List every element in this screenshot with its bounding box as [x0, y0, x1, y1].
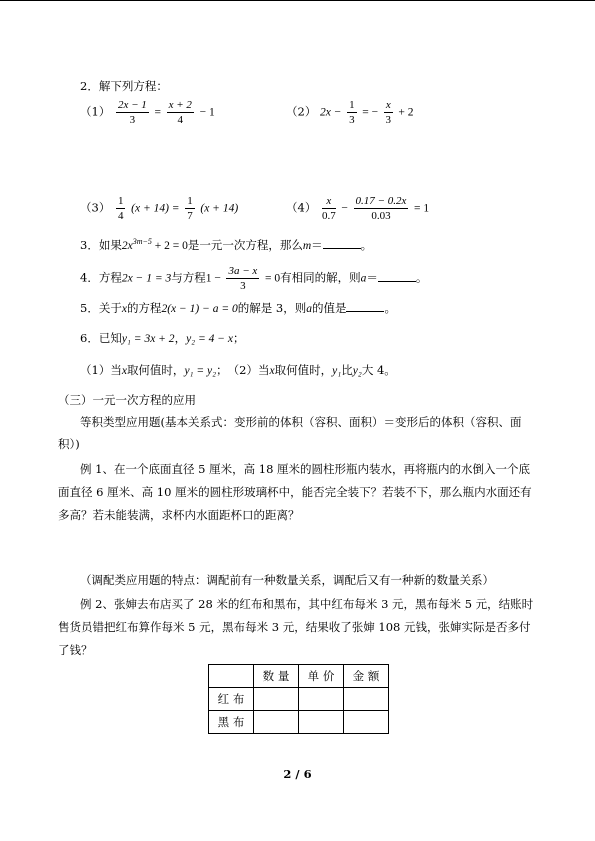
section-heading: （三）一元一次方程的应用 — [58, 393, 196, 407]
q2-eq4: （4） $\frac{x}{0.7}$ − $\frac{0.17 - 0.2x}{0.03}$ = 1 — [286, 195, 430, 222]
example2-line1: 例 2、张婶去布店买了 28 米的红布和黑布，其中红布每米 3 元，黑布每米 5 元，结账时 — [80, 597, 534, 611]
q2-eq2: （2） 2x − $\frac{1}{3}$ = − $\frac{x}{3}$ + 2 — [286, 99, 414, 126]
q5: 5．关于x的方程2(x − 1) − a = 0的解是 3，则a的值是 。 — [80, 301, 396, 315]
q6-subquestions: （1）当x取何值时，y₁ = y₂； （2）当x取何值时，y₁比y₂大 4。 — [80, 363, 396, 377]
cloth-table — [208, 664, 389, 734]
table-header-cell — [209, 665, 254, 688]
page-number: 2 / 6 — [283, 767, 312, 781]
table-cell[interactable] — [344, 711, 389, 734]
mix-problem-note: （调配类应用题的特点：调配前有一种数量关系，调配后又有一种新的数量关系） — [80, 573, 494, 587]
table-cell[interactable] — [254, 688, 299, 711]
top-rule — [0, 0, 595, 1]
volume-rule-line1: 等积类型应用题(基本关系式：变形前的体积（容积、面积）＝变形后的体积（容积、面 — [80, 415, 522, 429]
q4: 4．方程2x − 1 = 3与方程1 − $\frac{3a - x}{3}$ = 0有相同的解，则a＝ 。 — [80, 265, 428, 292]
example1-line1: 例 1、在一个底面直径 5 厘米，高 18 厘米的圆柱形瓶内装水，再将瓶内的水倒入一个底 — [80, 462, 531, 476]
q2-eq1: （1） $\frac{2x - 1}{3}$ = $\frac{x + 2}{4}$ − 1 — [80, 99, 215, 126]
example1-line3: 多高？若未能装满，求杯内水面距杯口的距离？ — [58, 508, 300, 522]
q3: 3．如果$2x^{3m-5} + 2 = 0$是一元一次方程，那么m＝ 。 — [80, 237, 373, 252]
q3-answer-blank[interactable] — [323, 238, 361, 249]
example2-line2: 售货员错把红布算作每米 5 元，黑布每米 3 元，结果收了张婶 108 元钱，张婶实际是否多付 — [58, 620, 531, 634]
table-cell[interactable] — [299, 688, 344, 711]
table-cell[interactable] — [299, 711, 344, 734]
table-header-row — [209, 665, 389, 688]
table-row-label: 红 布 — [209, 688, 254, 711]
table-header-cell: 金 额 — [344, 665, 389, 688]
table-row — [209, 711, 389, 734]
table-header-cell: 单 价 — [299, 665, 344, 688]
table-row — [209, 688, 389, 711]
table-cell[interactable] — [254, 711, 299, 734]
table-header-cell: 数 量 — [254, 665, 299, 688]
q2-title: 2．解下列方程： — [80, 79, 168, 93]
q5-answer-blank[interactable] — [346, 301, 384, 312]
example2-line3: 了钱？ — [58, 643, 93, 657]
q2-eq3: （3） $\frac{1}{4}$ (x + 14) = $\frac{1}{7}$ (x + 14) — [80, 195, 239, 222]
q6: 6．已知y₁ = 3x + 2，y₂ = 4 − x； — [80, 331, 245, 345]
example1-line2: 面直径 6 厘米、高 10 厘米的圆柱形玻璃杯中，能否完全装下？若装不下，那么瓶内水面还有 — [58, 485, 532, 499]
volume-rule-line2: 积）) — [58, 437, 80, 451]
table-cell[interactable] — [344, 688, 389, 711]
table-row-label: 黑 布 — [209, 711, 254, 734]
q4-answer-blank[interactable] — [378, 271, 416, 282]
